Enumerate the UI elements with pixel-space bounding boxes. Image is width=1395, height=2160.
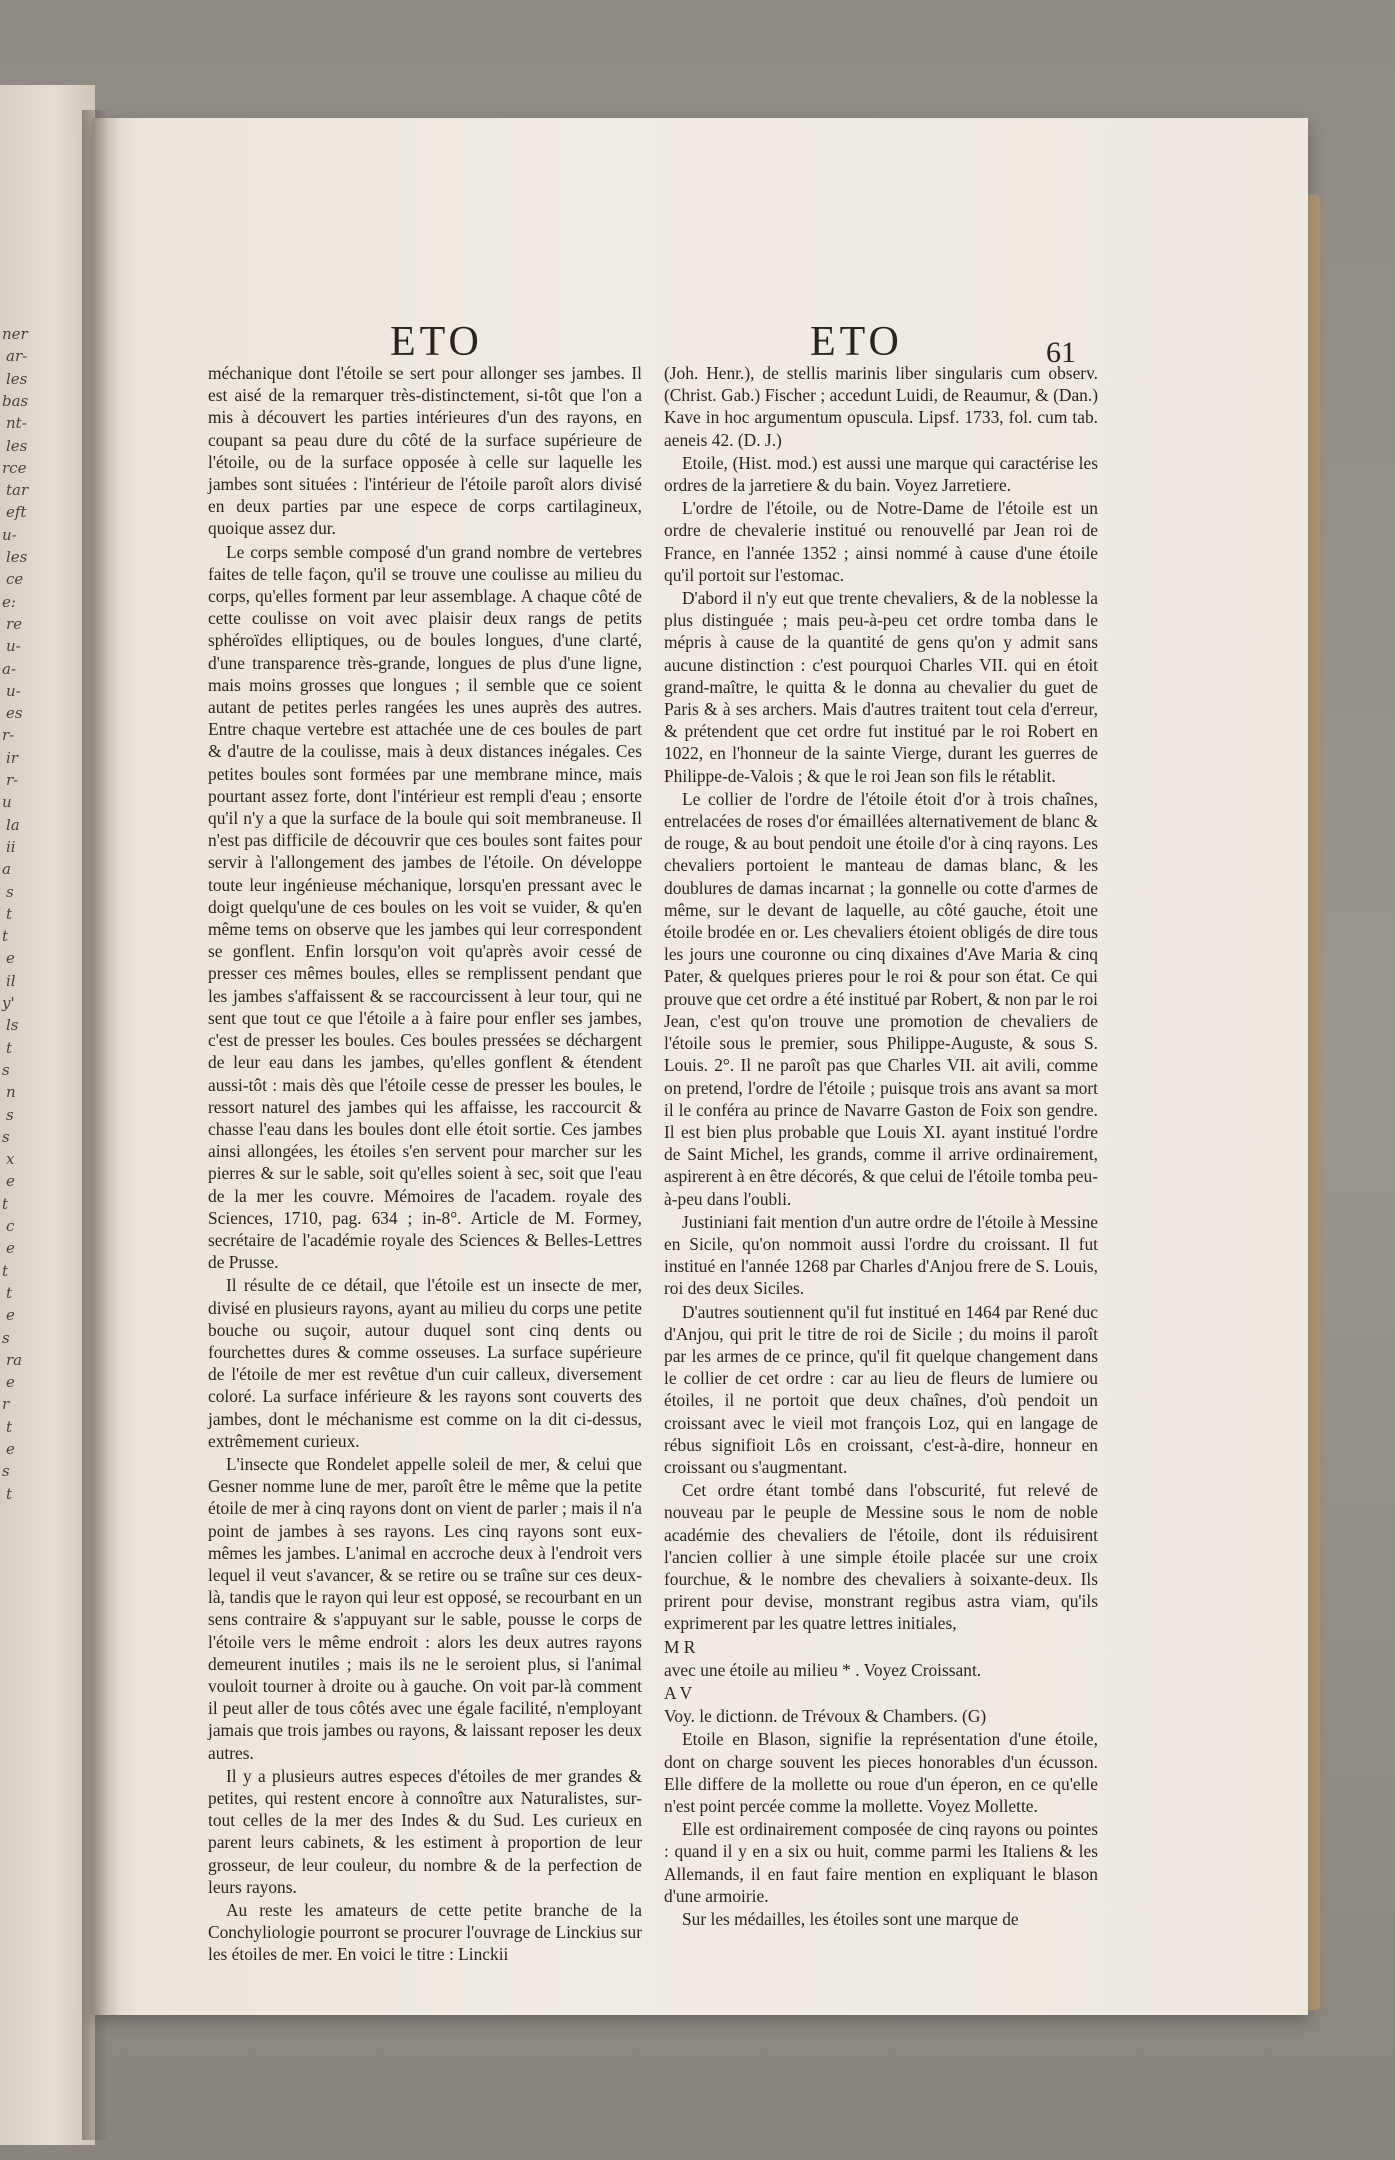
margin-word: les xyxy=(6,369,28,388)
margin-word: t xyxy=(6,1484,13,1503)
margin-word: u- xyxy=(6,681,21,700)
margin-word: re xyxy=(6,614,23,633)
paragraph: A V xyxy=(664,1682,693,1703)
paragraph: Elle est ordinairement composée de cinq rayons ou pointes : quand il y en a six ou huit, comme parmi les Italiens & les Allemands, il en faut faire mention en expliquant le blason d'une armoirie. xyxy=(664,1819,1098,1906)
paragraph: Etoile, (Hist. mod.) est aussi une marque qui caractérise les ordres de la jarretiere & du bain. Voyez Jarretiere. xyxy=(664,452,1098,496)
margin-word: a- xyxy=(2,659,17,678)
margin-word: e: xyxy=(2,592,16,611)
margin-word: t xyxy=(2,927,9,946)
margin-word: s xyxy=(2,1060,10,1079)
running-head-right: ETO xyxy=(810,319,903,365)
margin-word: s xyxy=(2,1462,10,1481)
margin-word: e xyxy=(6,1239,15,1258)
text-column-left xyxy=(208,362,642,1967)
paragraph: D'autres soutiennent qu'il fut institué en 1464 par René duc d'Anjou, qui prit le titre de roi de Sicile ; du moins il paroît par les armes de ce prince, qu'il fit quelque changement dans le collier de cet ordre : car au lieu de fleurs de lumiere ou étoiles, il ne portoit que deux chaînes, d'où pendoit un croissant avec le vieil mot françois Loz, qui en langage de rébus signifioit Lôs en croissant, c'est-à-dire, honneur en croissant ou s'augmentant. xyxy=(664,1301,1098,1477)
margin-word: x xyxy=(6,1150,15,1169)
margin-word: t xyxy=(6,1283,13,1302)
margin-word: t xyxy=(6,904,13,923)
paragraph: avec une étoile au milieu * . Voyez Croissant. xyxy=(664,1659,982,1680)
margin-word: t xyxy=(2,1194,9,1213)
margin-word: s xyxy=(6,882,14,901)
paragraph: (Joh. Henr.), de stellis marinis liber singularis cum observ. (Christ. Gab.) Fischer ; accedunt Luidi, de Reaumur, & (Dan.) Kave in hoc argumentum opuscula. Lipsf. 1733, fol. cum tab. aeneis 42. (D. J.) xyxy=(664,363,1098,450)
margin-word: e xyxy=(6,1172,15,1191)
margin-word: u xyxy=(2,793,12,812)
paragraph: Justiniani fait mention d'un autre ordre de l'étoile à Messine en Sicile, qu'on nommoit aussi l'ordre du croissant. Il fut institué en l'année 1268 par Charles d'Anjou frere de S. Louis, roi des deux Siciles. xyxy=(664,1211,1098,1299)
margin-word: bas xyxy=(2,391,29,410)
margin-word: r xyxy=(2,1395,10,1414)
margin-word: a xyxy=(2,860,11,879)
margin-word: c xyxy=(6,1217,15,1235)
paragraph: M R xyxy=(664,1636,696,1657)
margin-word: eft xyxy=(6,503,27,522)
book-gutter-shadow xyxy=(82,110,108,2140)
paragraph: L'ordre de l'étoile, ou de Notre-Dame de l'étoile est un ordre de chevalerie institué ou renouvellé par Jean roi de France, en l'année 1352 ; ainsi nommé à cause d'une étoile qu'il portoit sur l'estomac. xyxy=(664,498,1098,585)
margin-word: s xyxy=(2,1127,10,1146)
paragraph: Il y a plusieurs autres especes d'étoiles de mer grandes & petites, qui restent encore à connoître aux Naturalistes, sur-tout celles de la mer des Indes & du Sud. Les curieux en parent leurs cabinets, & les estiment à proportion de leur grosseur, de leur couleur, du nombre & de la perfection de leurs rayons. xyxy=(208,1765,642,1897)
margin-word: r- xyxy=(6,771,19,789)
margin-word: les xyxy=(6,436,28,455)
margin-word: ls xyxy=(6,1016,19,1035)
margin-word: s xyxy=(2,1328,10,1347)
margin-word: u- xyxy=(6,637,21,656)
margin-word: ner xyxy=(2,325,28,343)
margin-word: e xyxy=(6,1373,15,1392)
margin-word: e xyxy=(6,1306,15,1325)
margin-word: il xyxy=(6,971,16,990)
margin-word: y' xyxy=(2,994,15,1012)
margin-word: ii xyxy=(6,837,16,856)
margin-word: nt- xyxy=(6,414,27,433)
paragraph: Etoile en Blason, signifie la représentation d'une étoile, dont on charge souvent les pieces honorables d'un écusson. Elle differe de la mollette ou roue d'un éperon, en ce qu'elle n'est point percée comme la mollette. Voyez Mollette. xyxy=(664,1729,1098,1816)
paragraph: Le collier de l'ordre de l'étoile étoit d'or à trois chaînes, entrelacées de roses d'or émaillées alternativement de blanc & de rouge, & au bout pendoit une étoile d'or à cinq rayons. Les chevaliers portoient le manteau de damas blanc, & les doublures de damas incarnat ; la gonnelle ou cotte d'armes de même, sur le devant de laquelle, au côté gauche, étoit une étoile brodée en or. Les chevaliers étoient obligés de dire tous les jours une couronne ou cinq dixaines d'Ave Maria & cinq Pater, & quelques prieres pour le roi & pour son état. Ce qui prouve que cet ordre a été institué par Robert, & non par le roi Jean, c'est qu'on trouve une promotion de chevaliers de l'étoile sous le premier, sous Philippe-Auguste, & sous S. Louis. 2°. Il ne paroît pas que Charles VII. ait avili, comme on pretend, l'ordre de l'étoile ; puisque trois ans avant sa mort il le conféra au prince de Navarre Gaston de Foix son gendre. Il est bien plus probable que Louis XI. ayant institué l'ordre de Saint Michel, les grands, comme il arrive ordinairement, aspirerent à en être décorés, & que celui de l'étoile tomba peu-à-peu dans l'oubli. xyxy=(664,788,1098,1209)
margin-word: e xyxy=(6,1440,15,1458)
paragraph: Sur les médailles, les étoiles sont une marque de xyxy=(682,1909,1019,1930)
margin-word: rce xyxy=(2,458,27,477)
margin-word: e xyxy=(6,949,15,968)
page-number: 61 xyxy=(1046,336,1076,369)
margin-word: tar xyxy=(6,481,29,500)
margin-word: ar- xyxy=(6,347,28,366)
margin-word: s xyxy=(6,1105,14,1124)
margin-word: t xyxy=(2,1261,9,1280)
paragraph: L'insecte que Rondelet appelle soleil de mer, & celui que Gesner nomme lune de mer, paroît être le même que la petite étoile de mer à cinq rayons dont on vient de parler ; mais il n'a point de jambes à ses rayons. Les cinq rayons sont eux-mêmes les jambes. L'animal en accroche deux à l'endroit vers lequel il veut s'avancer, & se retire ou se traîne sur ces deux-là, tandis que le rayon qui leur est opposé, se recourbant en un sens contraire & s'appuyant sur le sable, pousse le corps de l'étoile vers le même endroit : alors les deux autres rayons demeurent inutiles ; mais ils ne le seroient plus, si l'animal vouloit tourner à droite ou à gauche. On voit par-là comment il peut aller de tous côtés avec une égale facilité, n'employant jamais que trois jambes ou rayons, & laissant reposer les deux autres. xyxy=(208,1453,642,1763)
paragraph: D'abord il n'y eut que trente chevaliers, & de la noblesse la plus distinguée ; mais peu-à-peu cet ordre tomba dans le mépris à cause de la quantité de gens qu'on y admit sans aucune distinction : c'est pourquoi Charles VII. qui en étoit grand-maître, le quitta & le donna au chevalier du guet de Paris & à ses archers. Mais d'autres traitent tout cela d'erreur, & prétendent que cet ordre fut institué par le roi Robert en 1022, en l'honneur de la sainte Vierge, durant les guerres de Philippe-de-Valois ; & que le roi Jean son fils le rétablit. xyxy=(664,588,1098,786)
paragraph: Le corps semble composé d'un grand nombre de vertebres faites de telle façon, qu'il se trouve une coulisse au milieu du corps, qu'elles forment par leur assemblage. A chaque côté de cette coulisse on voit avec plaisir deux rangs de petits sphéroïdes elliptiques, ou de boules longues, d'une clarté, d'une transparence très-grande, longues de plus d'une ligne, mais moins grosses que longues ; il semble que ce soient autant de petites perles rangées les unes auprès des autres. Entre chaque vertebre est attachée une de ces boules de part & d'autre de la coulisse, mais à deux distances inégales. Ces petites boules sont formées par une membrane mince, mais pourtant assez forte, dont l'intérieur est rempli d'eau ; ensorte qu'il n'y a que la surface de la boule qui soit membraneuse. Il n'est pas difficile de découvrir que ces boules sont faites pour servir à l'allongement des jambes de l'étoile. On développe toute leur ingénieuse méchanique, lorsqu'en pressant avec le doigt quelqu'une de ces boules on les voit se vuider, & qu'en même tems on observe que les jambes qui leur correspondent se gonflent. Enfin lorsqu'on voit qu'après avoir cessé de presser ces mêmes boules, elles se remplissent pendant que les jambes s'affaissent & se raccourcissent à leur tour, qui ne sent que tout ce que l'étoile a à faire pour enfler ses jambes, c'est de presser les boules. Ces boules pressées se déchargent de leur eau dans les jambes, qu'elles gonflent & étendent aussi-tôt : mais dès que l'étoile cesse de presser les boules, le ressort naturel des jambes qui les affaisse, les raccourcit & chasse l'eau dans les boules dont elle étoit sortie. Ces jambes ainsi allongées, les étoiles s'en servent pour marcher sur les pierres & sur le sable, soit qu'elles soient à sec, soit que l'eau de la mer les couvre. Mémoires de l'academ. royale des Sciences, 1710, pag. 634 ; in-8°. Article de M. Formey, secrétaire de l'académie royale des Sciences & Belles-Lettres de Prusse. xyxy=(208,541,642,1273)
margin-word: u- xyxy=(2,525,17,544)
margin-word: n xyxy=(6,1083,16,1102)
margin-word: t xyxy=(6,1417,13,1436)
margin-word: r- xyxy=(2,726,15,745)
margin-word: t xyxy=(6,1038,13,1057)
margin-word: es xyxy=(6,704,23,723)
running-head-left: ETO xyxy=(390,319,483,365)
margin-word: ra xyxy=(6,1350,23,1369)
left-page xyxy=(0,85,95,2145)
paragraph: Il résulte de ce détail, que l'étoile est un insecte de mer, divisé en plusieurs rayons, ayant au milieu du corps une petite bouche ou suçoir, autour duquel sont cinq dents ou fourchettes dures & comme osseuses. La surface supérieure de l'étoile de mer est revêtue d'un cuir calleux, diversement coloré. La surface inférieure & les rayons sont couverts des jambes, dont le méchanisme est comme on la dit ci-dessus, extrêmement curieux. xyxy=(208,1275,642,1451)
paragraph: Cet ordre étant tombé dans l'obscurité, fut relevé de nouveau par le peuple de Messine sous le nom de noble académie des chevaliers de l'étoile, dont ils réduisirent l'ancien collier à une simple étoile placée sur une croix fourchue, & le nombre des chevaliers à soixante-deux. Ils prirent pour devise, monstrant regibus astra viam, qu'ils exprimerent par les quatre lettres initiales, xyxy=(664,1480,1098,1634)
paragraph: méchanique dont l'étoile se sert pour allonger ses jambes. Il est aisé de la remarquer très-distinctement, si-tôt que l'on a mis à découvert les parties intérieures d'un des rayons, en coupant sa peau dure du côté de la surface supérieure de l'étoile, ou de la surface opposée à celle sur laquelle les jambes sont situées : l'intérieur de l'étoile paroît alors divisé en deux parties par une espece de corps cartilagineux, quoique assez dur. xyxy=(208,363,642,539)
paragraph: Au reste les amateurs de cette petite branche de la Conchyliologie pourront se procurer l'ouvrage de Linckius sur les étoiles de mer. En voici le titre : Linckii xyxy=(208,1900,642,1965)
margin-word: ir xyxy=(6,748,18,767)
margin-word: ce xyxy=(6,570,24,589)
text-column-right xyxy=(664,362,1098,1931)
margin-word: les xyxy=(6,548,28,566)
paragraph: Voy. le dictionn. de Trévoux & Chambers. (G) xyxy=(664,1706,987,1727)
margin-word: la xyxy=(6,815,20,834)
